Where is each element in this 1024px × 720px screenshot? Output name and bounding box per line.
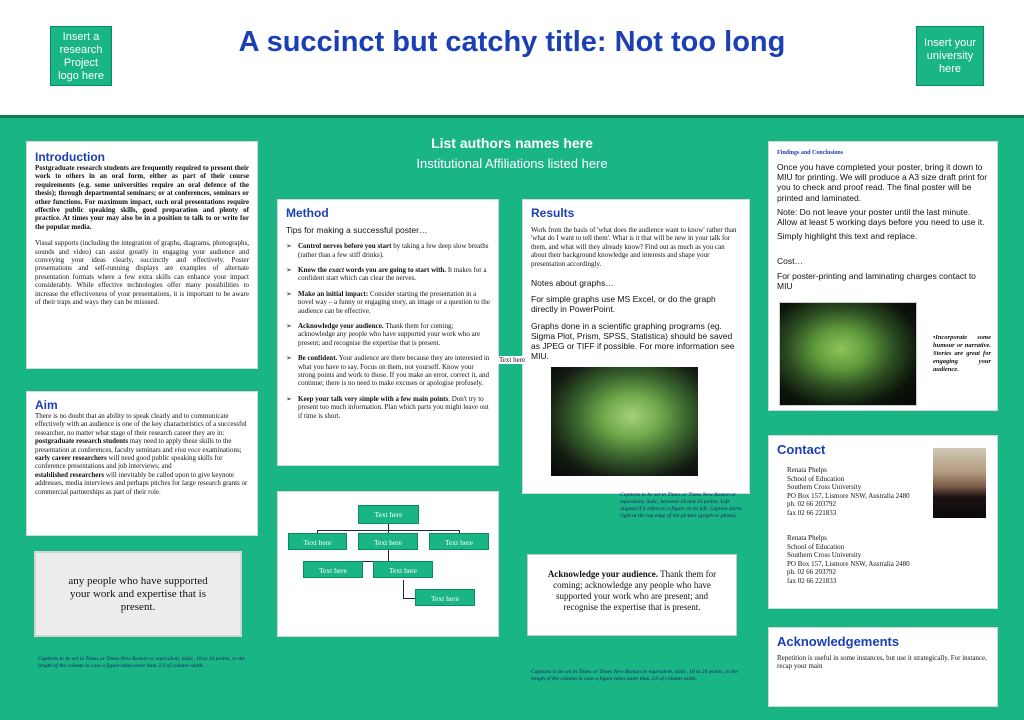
frog-photo-findings	[779, 302, 917, 406]
diagram-node: Text here	[415, 589, 475, 606]
aim-body	[35, 412, 249, 496]
contact-person-photo	[933, 448, 986, 518]
method-tip	[286, 395, 490, 420]
introduction-panel	[26, 141, 258, 369]
introduction-paragraph: Visual supports (including the integration of graphs, diagrams, photographs, sounds and video) can assist greatly in engaging your audience and conveying your ideas clearly, succinctly and effectively. Poster presentations and self-running displays are examples of alternate presentation formats where a few extra skills can enhance your impact considerably. While effective technologies offer many possibilities to increase the effectiveness of your presentations, it is important to be aware of their traps and ways they can be misused.	[35, 239, 249, 307]
findings-heading: Findings and Conclusions	[777, 150, 844, 156]
results-paragraph: Work from the basis of 'what does the audience want to know' rather than 'what do I want to tell them'. What is it that will be new in your talk for them, and what will they already know? Find out as much as you can about their background knowledge and interests and shape your presentation accordingly.	[531, 226, 737, 268]
aim-bold-2: early career researchers	[35, 454, 107, 463]
project-logo-placeholder: Insert a research Project logo here	[50, 26, 112, 86]
method-tip	[286, 242, 490, 259]
results-graph-notes-heading: Notes about graphs…	[531, 278, 614, 289]
diagram-node: Text here	[288, 533, 347, 550]
contact-panel	[768, 435, 998, 609]
poster-header	[0, 0, 1024, 118]
method-intro: Tips for making a successful poster…	[286, 225, 428, 235]
contact-school: School of Education	[787, 474, 845, 483]
contact-name: Renata Phelps	[787, 534, 827, 542]
frog-photo-results	[551, 367, 698, 476]
caption-mid: Captions to be set in Times or Times New Roman or equivalent, italic, 18 to 24 points, to the length of the column in case a figure takes more than 2/3 of column width.	[531, 669, 738, 682]
contact-university: Southern Cross University	[787, 483, 862, 492]
introduction-heading: Introduction	[35, 150, 105, 164]
tip-text: It makes for a confident start which can clear the nerves.	[298, 266, 487, 283]
contact-fax: fax 02 66 221833	[787, 576, 837, 585]
findings-cost-label: Cost…	[777, 256, 803, 267]
acknowledgements-panel	[768, 627, 998, 707]
quote-box-left	[34, 551, 242, 637]
findings-panel	[768, 141, 998, 411]
diagram-node: Text here	[358, 533, 418, 550]
findings-cost-text: For poster-printing and laminating charges contact to MIU	[777, 270, 976, 291]
quote-left-text: any people who have supported your work and expertise that is present.	[68, 574, 208, 613]
arrow-bullet-icon: ➢	[286, 266, 292, 275]
introduction-bold-paragraph: Postgraduate research students are frequently required to present their work to others in an oral form, either as part of their course requirements (e.g. some universities require an oral defence of the thesis); through departmental seminars; or at conferences, seminars or other functions. For maximum impact, such oral presentations require effective public speaking skills, good preparation and plenty of practice. At times your may also be in a position to talk to or write for the popular media.	[35, 164, 249, 231]
quote-mid-body: Thank them for coming; acknowledge any people who have supported your work who are present; and recognise the expertise that is present.	[553, 569, 717, 612]
aim-text-1: may need to apply these skills to the presentation at conferences, faculty seminars and	[35, 437, 232, 454]
findings-side-note: •Incorporate some humour or narrative. Stories are great for engaging your audience.	[933, 334, 991, 373]
aim-heading: Aim	[35, 398, 58, 412]
method-heading: Method	[286, 206, 329, 220]
diagram-node: Text here	[303, 561, 363, 578]
contact-university: Southern Cross University	[787, 551, 862, 560]
aim-text-3: will inevitably be called upon to give keynote addresses, media interviews and perhaps pitches for large research grants or commercial partnerships as part of their role.	[35, 470, 248, 496]
findings-paragraph-1: Once you have completed your poster, bring it down to MIU for printing. We will produce a A3 size draft print for you to check and proof read. The final poster will be printed and laminated.	[777, 162, 988, 203]
tip-text: by taking a few deep slow breaths (rather than a few stiff drinks).	[298, 242, 489, 259]
method-tips-list	[286, 242, 490, 420]
results-text-here-label: Text here	[499, 356, 526, 364]
poster-title: A succinct but catchy title: Not too long	[238, 26, 786, 58]
method-tip	[286, 290, 490, 315]
method-tip	[286, 322, 490, 347]
authors-affiliations: Institutional Affiliations listed here	[416, 156, 608, 171]
tip-text: . Don't try to present too much information. Plan which parts you might leave out if time is short.	[298, 394, 489, 420]
arrow-bullet-icon: ➢	[286, 354, 292, 363]
aim-intro: There is no doubt that an ability to speak clearly and to communicate effectively with an audience is one of the key characteristics of a successful researcher, no matter what stage of their research career they are in:	[35, 412, 247, 437]
contact-phone: ph. 02 66 203792	[787, 568, 836, 577]
results-heading: Results	[531, 206, 575, 220]
contact-heading: Contact	[777, 442, 826, 457]
tip-bold: Keep your talk very simple with a few main points	[298, 394, 449, 403]
tip-text: Consider starting the presentation in a novel way – a funny or engaging story, an image or a question to the audience can be effective.	[298, 289, 490, 315]
tip-bold: Acknowledge your audience.	[298, 322, 384, 331]
caption-left: Captions to be set in Times or Times New Roman or equivalent, italic, 18 to 24 points, to the length of the column in case a figure takes more than 2/3 of column width.	[38, 656, 245, 669]
method-tip	[286, 354, 490, 388]
tip-bold: Know the	[298, 266, 329, 275]
diagram-node: Text here	[429, 533, 489, 550]
quote-mid-bold: Acknowledge your audience.	[547, 569, 658, 579]
aim-text-2: will need good public speaking skills for conference presentations and job interviews; and	[35, 454, 223, 471]
findings-paragraph-3: Simply highlight this text and replace.	[777, 231, 918, 242]
diagram-root-node: Text here	[358, 505, 419, 524]
tip-italic: exact	[328, 266, 344, 275]
acknowledgements-text: Repetition is useful in some instances, but use it strategically. For instance, recap your main	[777, 654, 987, 671]
method-panel	[277, 199, 499, 466]
arrow-bullet-icon: ➢	[286, 322, 292, 331]
arrow-bullet-icon: ➢	[286, 394, 292, 403]
method-tip	[286, 266, 490, 283]
contact-phone: ph. 02 66 203792	[787, 500, 836, 509]
tip-text: Thank them for coming; acknowledge any people who have supported your work who are present; and recognise the expertise that is present.	[298, 322, 481, 347]
acknowledgements-heading: Acknowledgements	[777, 634, 900, 649]
results-graph-note-2: Graphs done in a scientific graphing programs (eg. Sigma Plot, Prism, SPSS, Statistica) should be saved as JPEG or TIFF if possible. For more information see MIU.	[531, 320, 735, 362]
authors-names: List authors names here	[431, 135, 593, 151]
tip-bold: Make an initial impact:	[298, 289, 369, 298]
results-photo-caption: Captions to be set in Times or Times New Roman or equivalent, italic, between 18 and 24 points. Left aligned if it refers to a figure on its left. Caption starts right at the top edge of the picture (graph or photo).	[620, 492, 742, 519]
contact-name: Renata Phelps	[787, 466, 827, 474]
aim-text-1b: examinations;	[200, 445, 242, 454]
contact-entry	[787, 466, 937, 518]
aim-italic-1: viva voce	[174, 445, 201, 454]
quote-box-mid	[527, 554, 737, 636]
findings-paragraph-2: Note: Do not leave your poster until the last minute. Allow at least 5 working days before you need to use it.	[777, 206, 985, 228]
results-graph-note-1: For simple graphs use MS Excel, or do the graph directly in PowerPoint.	[531, 294, 716, 315]
contact-entry	[787, 534, 937, 586]
quote-mid-text	[540, 569, 724, 613]
diagram-panel	[277, 491, 499, 637]
tip-bold: words you are going to start with.	[343, 266, 447, 275]
diagram-node: Text here	[373, 561, 433, 578]
tip-bold: Be confident.	[298, 354, 338, 363]
tip-bold: Control nerves before you start	[298, 242, 392, 251]
tip-text: Your audience are there because they are interested in what you have to say. Focus on them, not yourself. Know your strong points and work to those. If you make an error, correct it, and continue; there is no need to make excuses or apologise profusely.	[298, 354, 490, 388]
contact-fax: fax 02 66 221833	[787, 508, 837, 517]
aim-panel	[26, 391, 258, 536]
aim-bold-3: established researchers	[35, 470, 105, 479]
contact-address: PO Box 157, Lismore NSW, Australia 2480	[787, 491, 910, 500]
arrow-bullet-icon: ➢	[286, 289, 292, 298]
aim-bold-1: postgraduate research students	[35, 437, 129, 446]
arrow-bullet-icon: ➢	[286, 242, 292, 251]
university-logo-placeholder: Insert your university here	[916, 26, 984, 86]
results-panel	[522, 199, 750, 494]
authors-block	[300, 135, 724, 171]
contact-address: PO Box 157, Lismore NSW, Australia 2480	[787, 559, 910, 568]
contact-school: School of Education	[787, 542, 845, 551]
